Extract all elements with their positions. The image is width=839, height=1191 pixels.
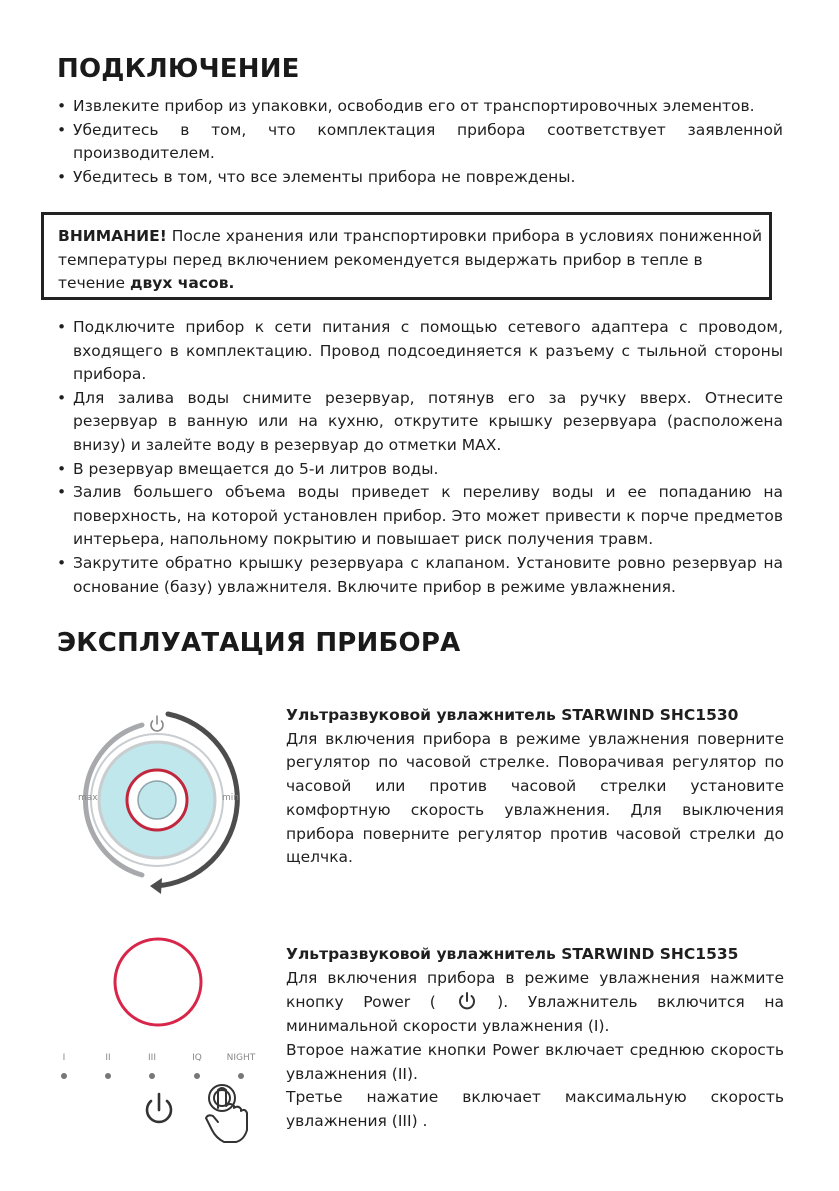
model2-text-part2: ). Увлажнитель включится на минимальной скорости увлажнения (I). — [286, 993, 785, 1036]
level-label-3: III — [148, 1053, 156, 1063]
list-item: • Убедитесь в том, что все элементы прибора не повреждены. — [57, 166, 783, 190]
dial-center — [138, 781, 176, 819]
model2-text-part1: Для включения прибора в режиме увлажнения нажмите кнопку Power ( — [286, 968, 784, 1012]
power-button-ring[interactable] — [115, 939, 201, 1025]
model1-description — [286, 704, 784, 870]
level-label-1: I — [62, 1053, 66, 1063]
model2-title: Ультразвуковой увлажнитель STARWIND SHC1535 — [286, 945, 739, 963]
warning-emphasis: двух часов. — [129, 274, 235, 293]
hand-pointer-icon — [206, 1085, 247, 1142]
level-indicator-dot — [105, 1073, 111, 1079]
level-label-night: NIGHT — [226, 1053, 256, 1063]
model1-text: Для включения прибора в режиме увлажнения поверните регулятор по часовой стрелке. Поворачивая регулятор по часовой или против часовой стрелки установите комфортную скорость увлажнения. Для выключения прибора поверните регулятор против часовой стрелки до щелчка. — [286, 729, 784, 867]
dial-min-label: min — [222, 793, 239, 803]
list-item: • Закрутите обратно крышку резервуара с клапаном. Установите ровно резервуар на основание (базу) увлажнителя. Включите прибор в режиме увлажнения. — [57, 552, 783, 599]
control-panel-illustration — [40, 930, 270, 1150]
rotation-arrow-head — [150, 878, 162, 894]
list-item: • Залив большего объема воды приведет к переливу воды и ее попаданию на поверхность, на которой установлен прибор. Это может привести к порче предметов интерьера, напольному покрытию и повышает риск получения травм. — [57, 481, 783, 552]
list-item: • Подключите прибор к сети питания с помощью сетевого адаптера с проводом, входящего в комплектацию. Провод подсоединяется к разъему с тыльной стороны прибора. — [57, 316, 783, 387]
level-indicator-dot — [149, 1073, 155, 1079]
warning-text: После хранения или транспортировки прибора в условиях пониженной температуры перед включением рекомендуется выдержать прибор в тепле в течение — [58, 227, 763, 293]
connection-steps-list-2 — [57, 316, 783, 599]
level-label-iq: IQ — [192, 1053, 202, 1063]
section-title-operation: ЭКСПЛУАТАЦИЯ ПРИБОРА — [57, 628, 461, 658]
level-indicator-dot — [194, 1073, 200, 1079]
power-symbol-icon — [147, 1094, 171, 1122]
connection-steps-list — [57, 95, 783, 189]
dial-illustration — [60, 700, 260, 900]
dial-max-label: max — [78, 793, 98, 803]
section-title-connection: ПОДКЛЮЧЕНИЕ — [57, 54, 300, 84]
list-item: • Извлеките прибор из упаковки, освободив его от транспортировочных элементов. — [57, 95, 783, 119]
level-indicator-dot — [238, 1073, 244, 1079]
model2-text — [286, 967, 784, 1039]
warning-label: ВНИМАНИЕ! — [58, 227, 167, 245]
list-item: • Для залива воды снимите резервуар, потянув его за ручку вверх. Отнесите резервуар в ванную или на кухню, открутите крышку резервуара (расположена внизу) и залейте воду в резервуар до отметки MAX. — [57, 387, 783, 458]
model2-text-third-press: Третье нажатие включает максимальную скорость увлажнения (III) . — [286, 1088, 784, 1130]
list-item: • В резервуар вмещается до 5-и литров воды. — [57, 458, 783, 482]
warning-box — [41, 212, 772, 300]
level-indicator-dot — [61, 1073, 67, 1079]
list-item: • Убедитесь в том, что комплектация прибора соответствует заявленной производителем. — [57, 119, 783, 166]
power-icon — [151, 716, 163, 731]
model1-title: Ультразвуковой увлажнитель STARWIND SHC1530 — [286, 706, 739, 724]
model2-text-second-press: Второе нажатие кнопки Power включает среднюю скорость увлажнения (II). — [286, 1040, 784, 1083]
power-icon — [456, 990, 478, 1012]
model2-description — [286, 943, 784, 1134]
level-label-2: II — [105, 1053, 111, 1063]
